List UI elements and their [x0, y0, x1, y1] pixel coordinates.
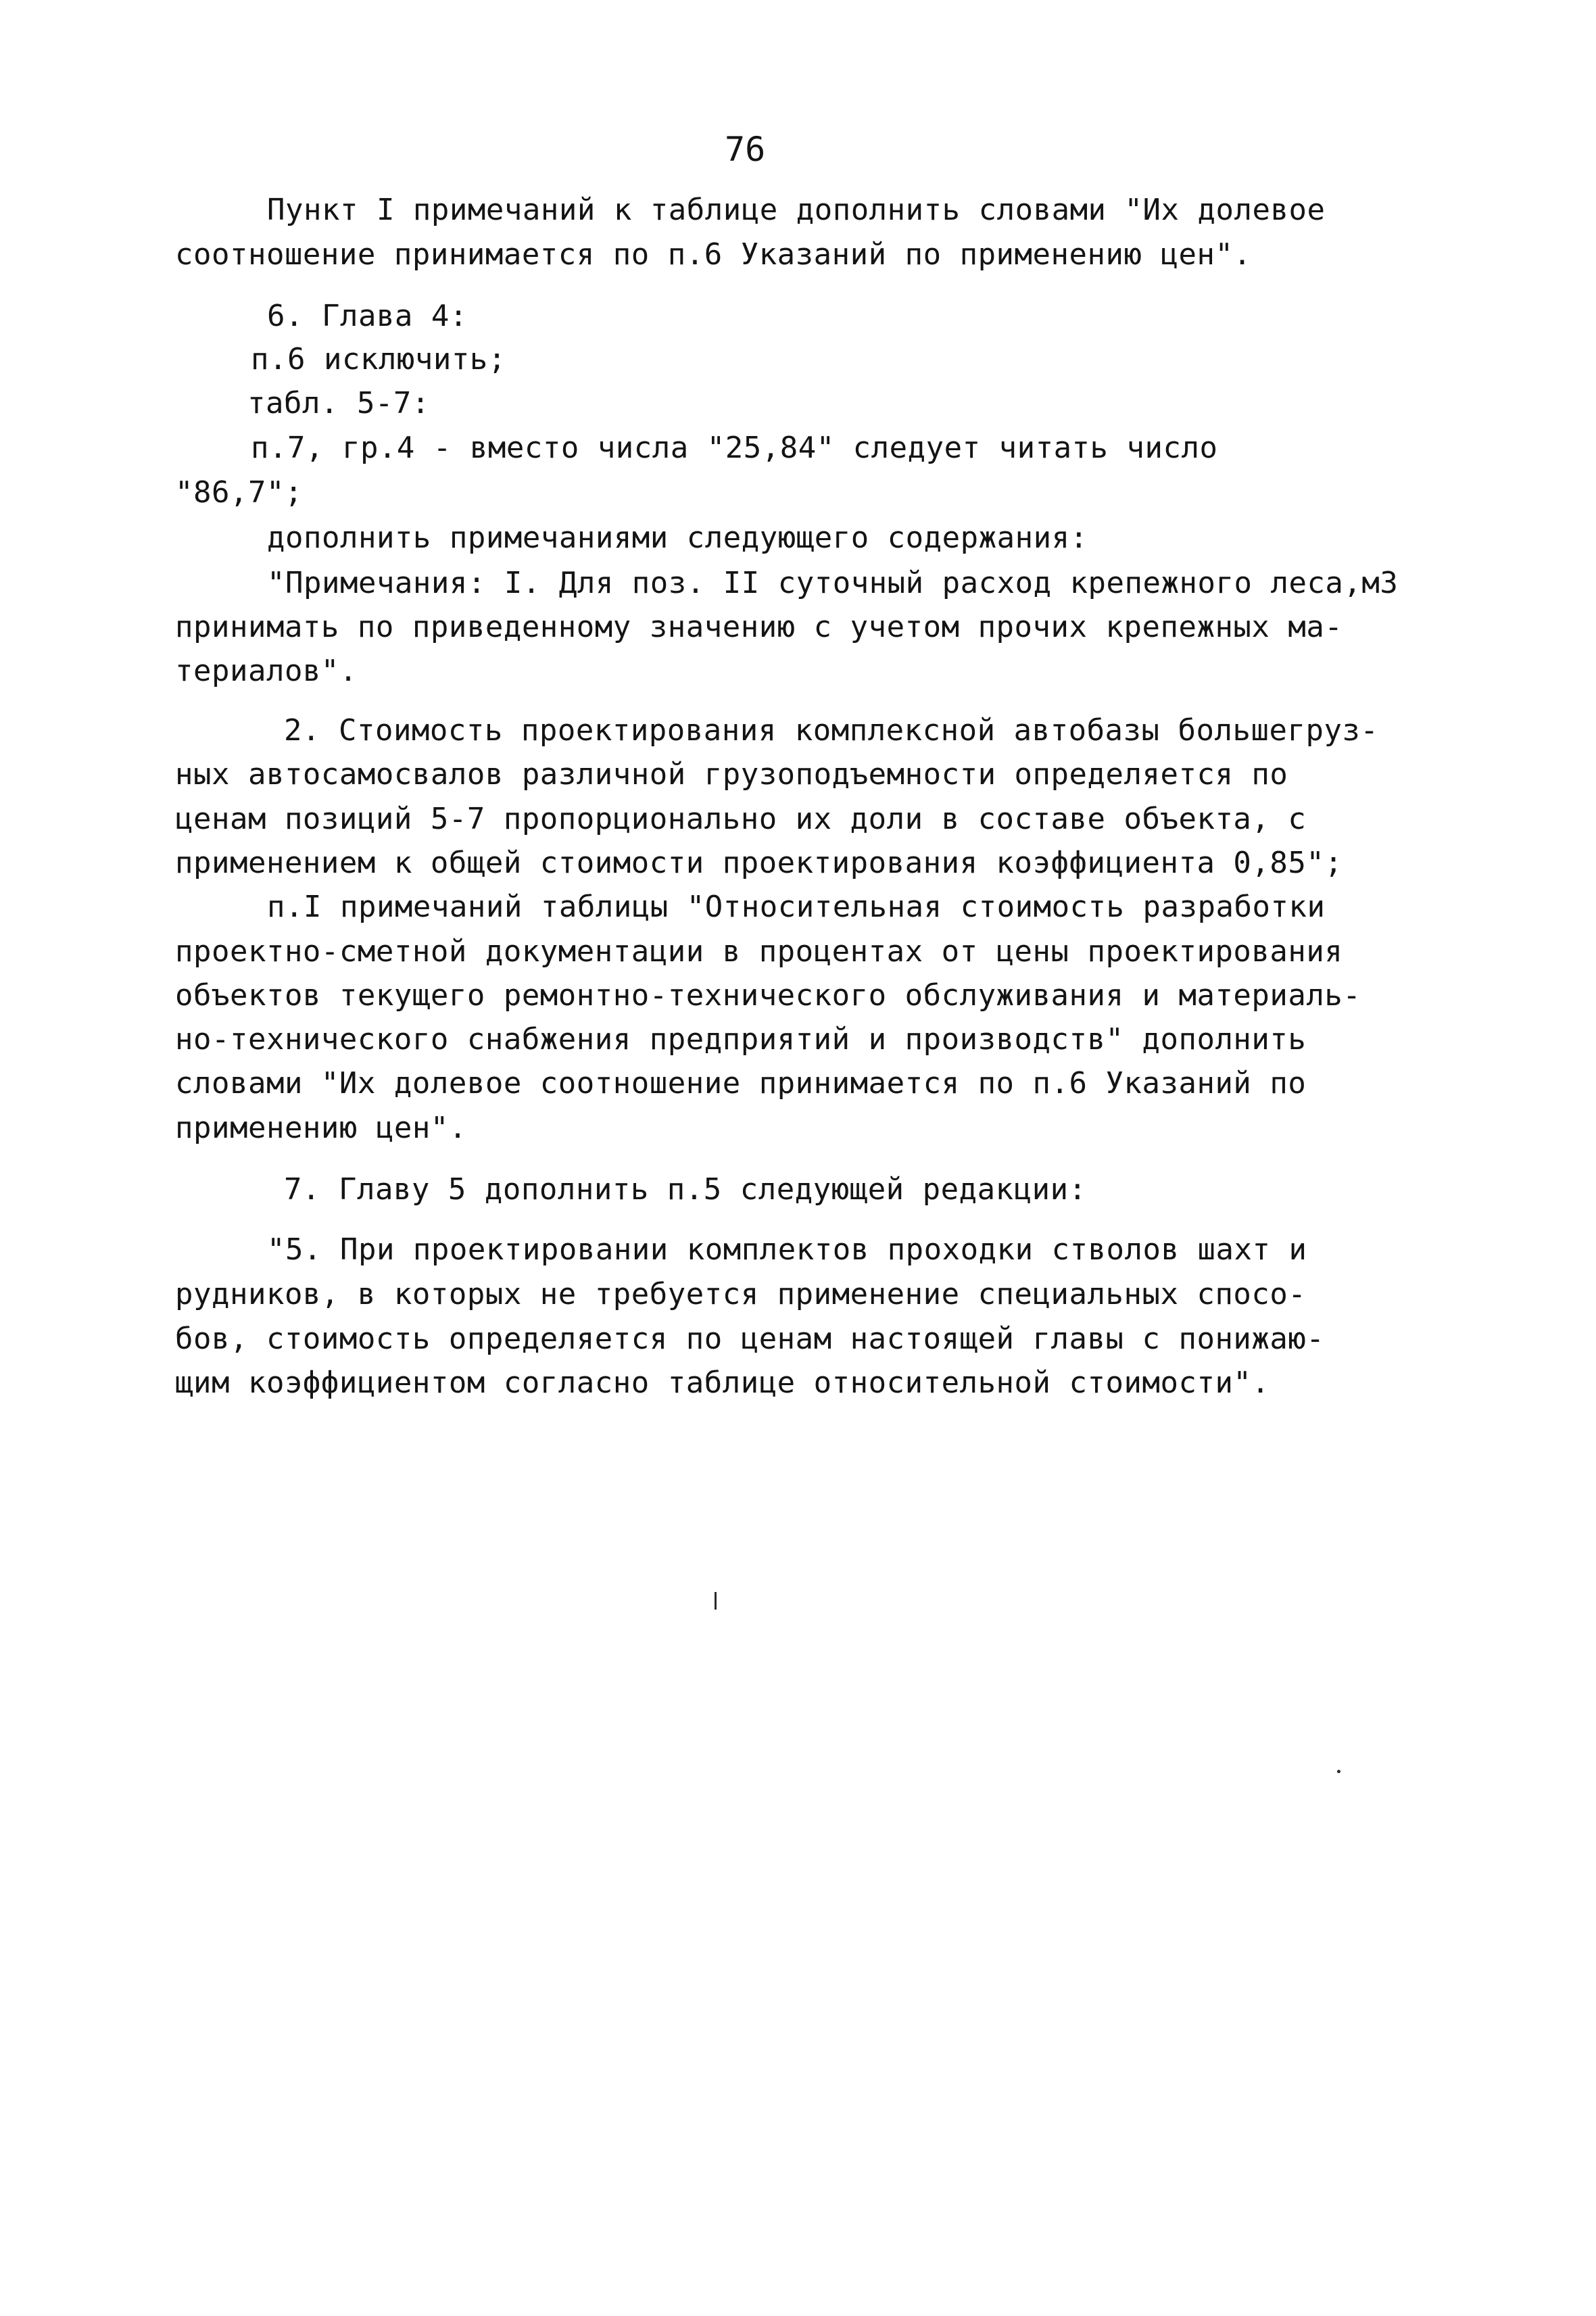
text-line: бов, стоимость определяется по ценам настоящей главы с понижаю- [175, 1322, 1325, 1356]
text-line: дополнить примечаниями следующего содержания: [267, 521, 1088, 555]
text-line: ных автосамосвалов различной грузоподъемности определяется по [175, 757, 1288, 792]
text-line: 7. Главу 5 дополнить п.5 следующей редакции: [284, 1172, 1087, 1207]
text-line: п.I примечаний таблицы "Относительная стоимость разработки [267, 890, 1326, 924]
text-line: щим коэффициентом согласно таблице относительной стоимости". [175, 1366, 1270, 1400]
text-line: "5. При проектировании комплектов проходки стволов шахт и [267, 1232, 1307, 1267]
text-line: "Примечания: I. Для поз. II суточный расход крепежного леса,м3 [267, 566, 1399, 600]
text-line: 2. Стоимость проектирования комплексной автобазы большегруз- [284, 713, 1379, 748]
scan-speck [715, 1592, 717, 1610]
text-line: п.6 исключить; [251, 342, 506, 377]
text-line: но-технического снабжения предприятий и производств" дополнить [175, 1022, 1307, 1057]
text-line: применению цен". [175, 1111, 467, 1145]
text-line: применением к общей стоимости проектирования коэффициента 0,85"; [175, 846, 1343, 880]
text-line: рудников, в которых не требуется применение специальных спосо- [175, 1277, 1307, 1311]
text-line: проектно-сметной документации в процентах от цены проектирования [175, 934, 1343, 969]
text-line: териалов". [175, 654, 358, 688]
page-number: 76 [725, 130, 766, 169]
text-line: ценам позиций 5-7 пропорционально их доли в составе объекта, с [175, 802, 1307, 836]
text-line: "86,7"; [175, 475, 303, 510]
text-line: принимать по приведенному значению с учетом прочих крепежных ма- [175, 610, 1343, 644]
text-line: соотношение принимается по п.6 Указаний по применению цен". [175, 237, 1252, 272]
text-line: Пункт I примечаний к таблице дополнить словами "Их долевое [267, 193, 1326, 227]
text-line: табл. 5-7: [247, 386, 430, 420]
text-line: словами "Их долевое соотношение принимается по п.6 Указаний по [175, 1066, 1307, 1101]
scan-speck [1337, 1770, 1340, 1773]
text-line: п.7, гр.4 - вместо числа "25,84" следует читать число [251, 431, 1218, 465]
text-line: 6. Глава 4: [267, 299, 468, 333]
text-line: объектов текущего ремонтно-технического обслуживания и материаль- [175, 978, 1361, 1013]
